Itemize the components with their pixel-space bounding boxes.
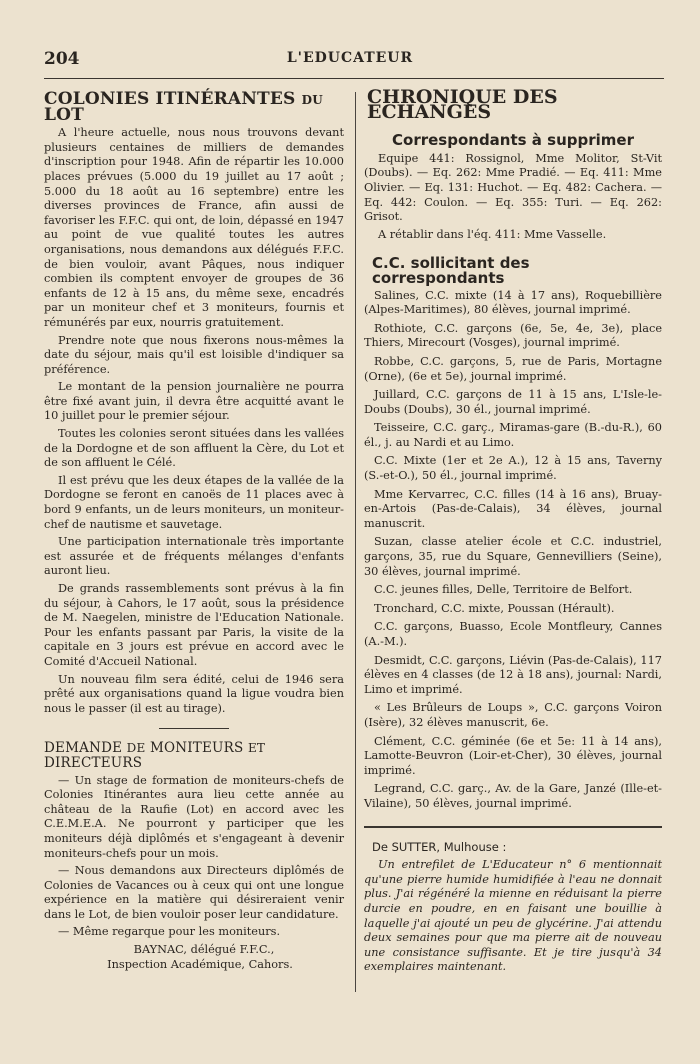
colonies-title [44, 89, 344, 125]
supprimer-text: Equipe 441: Rossignol, Mme Molitor, St-Vit (Doubs). — Eq. 262: Mme Pradié. — Eq. 411: Mme Olivier. — Eq. 131: Huchot. — Eq. 482: Cachera. — Eq. 442: Coulon. — Eq. 355: Turi. — Eq. 262: Grisot. [364, 151, 662, 224]
correspondent-entry: Juillard, C.C. garçons de 11 à 15 ans, L'Isle-le-Doubs (Doubs), 30 él., journal imprimé. [364, 388, 662, 416]
demande-title-a: DEMANDE [44, 740, 123, 757]
colonies-paragraph: Toutes les colonies seront situées dans les vallées de la Dordogne et de son affluent la Cère, du Lot et de son affluent le Célé. [44, 427, 344, 470]
sollicitant-heading: C.C. sollicitant des correspondants [372, 254, 530, 287]
demande-paragraph: — Un stage de formation de moniteurs-chefs de Colonies Itinérantes aura lieu cette année au château de la Raufie (Lot) en accord avec les C.E.M.E.A. Ne pourront y participer que les moniteurs déjà diplômés et s'engageant à devenir moniteurs-chefs pour un mois. [44, 773, 344, 860]
chronique-title: CHRONIQUE DES ECHANGES [367, 86, 558, 123]
column-divider [355, 92, 356, 992]
correspondent-entry: Tronchard, C.C. mixte, Poussan (Hérault). [374, 601, 615, 615]
page-number: 204 [44, 49, 80, 69]
demande-title-de: DE [126, 741, 146, 756]
correspondent-entry: Suzan, classe atelier école et C.C. industriel, garçons, 35, rue du Square, Gennevilliers (Seine), 30 élèves, journal imprimé. [364, 535, 662, 578]
correspondent-entry: Salines, C.C. mixte (14 à 17 ans), Roquebillière (Alpes-Maritimes), 80 élèves, journal imprimé. [364, 288, 662, 317]
letter-author: De SUTTER, Mulhouse : [372, 839, 507, 854]
correspondent-entry: Teisseire, C.C. garç., Miramas-gare (B.-du-R.), 60 él., j. au Nardi et au Limo. [364, 421, 662, 449]
correspondent-entry: Legrand, C.C. garç., Av. de la Gare, Janzé (Ille-et-Vilaine), 50 élèves, journal imprimé. [364, 782, 662, 810]
correspondent-entry: Rothiote, C.C. garçons (6e, 5e, 4e, 3e), place Thiers, Mirecourt (Vosges), journal imprimé. [364, 321, 662, 350]
letter-body [364, 858, 662, 975]
colonies-title-du: DU [301, 93, 323, 107]
colonies-paragraph: A l'heure actuelle, nous nous trouvons devant plusieurs centaines de milliers de demandes d'inscription pour 1948. Afin de répartir les 10.000 places prévues (5.000 du 19 juillet au 17 août ; 5.000 du 18 août au 16 septembre) entre les diverses provinces de France, afin aussi de favoriser les F.F.C. qui ont, de loin, dépassé en 1947 au point de vue qualité toutes les autres organisations, nous demandons aux délégués F.F.C. de bien vouloir, avant Pâques, nous indiquer combien ils comptent envoyer de groupes de 36 enfants de 12 à 15 ans, du même sexe, encadrés par un moniteur chef et 3 moniteurs, fournis et rémunérés par eux, nourris gratuitement. [44, 126, 344, 329]
correspondent-entry: Clément, C.C. géminée (6e et 5e: 11 à 14 ans), Lamotte-Beuvron (Loir-et-Cher), 30 élèves, journal imprimé. [364, 734, 662, 777]
header-rule [44, 78, 664, 79]
colonies-paragraph: Le montant de la pension journalière ne pourra être fixé avant juin, il devra être acquitté avant le 10 juillet pour le premier séjour. [44, 380, 344, 423]
journal-title: L'EDUCATEUR [286, 50, 414, 66]
demande-paragraph: — Nous demandons aux Directeurs diplômés de Colonies de Vacances ou à ceux qui ont une longue expérience en la matière qui désireraient venir dans le Lot, de bien vouloir poser leur candidature. [44, 864, 344, 921]
supprimer-heading: Correspondants à supprimer [392, 131, 634, 150]
demande-paragraph: — Même regarque pour les moniteurs. [58, 925, 281, 939]
colonies-title-main: COLONIES ITINÉRANTES [44, 89, 296, 109]
colonies-paragraph: Un nouveau film sera édité, celui de 1946 sera prêté aux organisations quand la ligue voudra bien nous le passer (il est au tirage). [44, 672, 344, 715]
colonies-paragraph: De grands rassemblements sont prévus à la fin du séjour, à Cahors, le 17 août, sous la présidence de M. Naegelen, ministre de l'Education Nationale. Pour les enfants passant par Paris, la visite de la capitale en 3 jours est prévue en accord avec le Comité d'Accueil National. [44, 582, 344, 668]
right-column [364, 86, 662, 978]
section-divider [159, 728, 229, 729]
signature-name: BAYNAC, délégué F.F.C., [133, 943, 275, 957]
demande-title-c: DIRECTEURS [44, 754, 143, 771]
correspondent-entry: C.C. jeunes filles, Delle, Territoire de Belfort. [374, 583, 633, 597]
colonies-paragraph: Prendre note que nous fixerons nous-mêmes la date du séjour, mais qu'il est loisible d'indiquer sa préférence. [44, 333, 344, 376]
colonies-title-lot: LOT [44, 104, 85, 125]
signature-office: Inspection Académique, Cahors. [107, 957, 293, 971]
colonies-paragraph: Il est prévu que les deux étapes de la vallée de la Dordogne se feront en canoës de 11 places avec à bord 9 enfants, un de leurs moniteurs, un moniteur-chef de nautisme et sauvetage. [44, 473, 344, 531]
letter-text: Un entrefilet de L'Educateur n° 6 mentionnait qu'une pierre humide humidifiée à l'eau ne donnait plus. J'ai régénéré la mienne en réduisant la pierre durcie en poudre, en en faisant une bouillie à laquelle j'ai ajouté un peu de glycérine. J'ai attendu deux semaines pour que ma pierre ait de nouveau une consistance suffisante. Et je tire jusqu'à 34 exemplaires maintenant. [364, 858, 662, 974]
correspondent-entry: C.C. Mixte (1er et 2e A.), 12 à 15 ans, Taverny (S.-et-O.), 50 él., journal imprimé. [364, 454, 662, 483]
section-divider [364, 826, 662, 828]
demande-title-et: ET [247, 741, 266, 756]
demande-title [44, 741, 344, 770]
correspondent-entry: « Les Brûleurs de Loups », C.C. garçons Voiron (Isère), 32 élèves manuscrit, 6e. [364, 701, 662, 729]
correspondent-entry: C.C. garçons, Buasso, Ecole Montfleury, Cannes (A.-M.). [364, 620, 662, 648]
left-column [44, 89, 344, 972]
demande-title-b: MONITEURS [149, 740, 244, 757]
colonies-paragraph: Une participation internationale très importante est assurée et de fréquents mélanges d'enfants auront lieu. [44, 535, 344, 578]
correspondent-entry: Desmidt, C.C. garçons, Liévin (Pas-de-Calais), 117 élèves en 4 classes (de 12 à 18 ans), journal: Nardi, Limo et imprimé. [364, 653, 662, 696]
correspondent-entry: Mme Kervarrec, C.C. filles (14 à 16 ans), Bruay-en-Artois (Pas-de-Calais), 34 élèves, journal manuscrit. [364, 487, 662, 530]
retablir-text: A rétablir dans l'éq. 411: Mme Vasselle. [378, 227, 607, 241]
correspondent-entry: Robbe, C.C. garçons, 5, rue de Paris, Mortagne (Orne), (6e et 5e), journal imprimé. [364, 354, 662, 383]
